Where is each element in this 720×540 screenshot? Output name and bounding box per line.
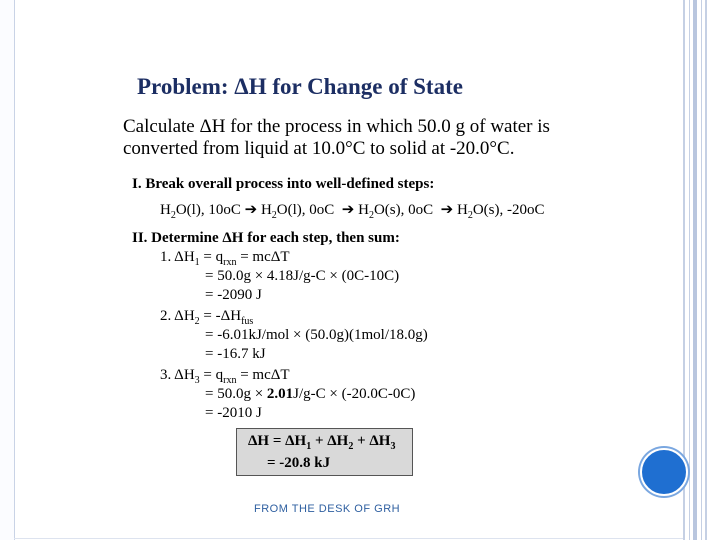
problem-statement [123, 116, 550, 160]
step-3-substitution: = 50.0g × 2.01J/g-C × (-20.0C-0C) [205, 386, 416, 402]
slide-decoration-circle [640, 448, 688, 496]
step-2-result: = -16.7 kJ [205, 346, 266, 362]
answer-box [236, 428, 413, 476]
slide-title: Problem: ΔH for Change of State [137, 74, 463, 99]
step-2-substitution: = -6.01kJ/mol × (50.0g)(1mol/18.0g) [205, 327, 428, 343]
problem-line-1: Calculate ΔH for the process in which 50.0 g of water is [123, 116, 550, 137]
section-1-heading: I. Break overall process into well-defined steps: [132, 176, 435, 192]
bottom-divider [14, 538, 683, 539]
step-1-result: = -2090 J [205, 287, 262, 303]
arrow-icon: ➔ [244, 202, 258, 218]
step-1-substitution: = 50.0g × 4.18J/g-C × (0C-10C) [205, 268, 400, 284]
step-3-result: = -2010 J [205, 405, 262, 421]
steps-sequence: $H_2O(l)$, 10oC ➔ $H_2O(l)$, 0oC ➔ $H_2O(s)$, 0oC ➔ $H_2O(s)$, -20oC [160, 202, 545, 221]
answer-sum-equation: $\Delta H = \Delta H_1 + \Delta H_2 + \Delta H_3$ [248, 433, 396, 452]
right-frame-stripes [683, 0, 720, 540]
arrow-icon: ➔ [440, 202, 454, 218]
left-frame-border [0, 0, 15, 540]
step-1-equation: 1. $\Delta H_1 = q_{rxn} = mc\Delta T$ [160, 249, 290, 268]
arrow-icon: ➔ [341, 202, 355, 218]
section-2-heading: II. Determine ΔH for each step, then sum: [132, 230, 400, 246]
step-2-equation: 2. $\Delta H_2 = -\Delta H_{fus}$ [160, 308, 254, 327]
problem-line-2: converted from liquid at 10.0°C to solid at -20.0°C. [123, 138, 515, 159]
step-3-equation: 3. $\Delta H_3 = q_{rxn} = mc\Delta T$ [160, 367, 290, 386]
answer-result: = -20.8 kJ [267, 455, 331, 471]
slide-footer: FROM THE DESK OF GRH [254, 503, 401, 515]
